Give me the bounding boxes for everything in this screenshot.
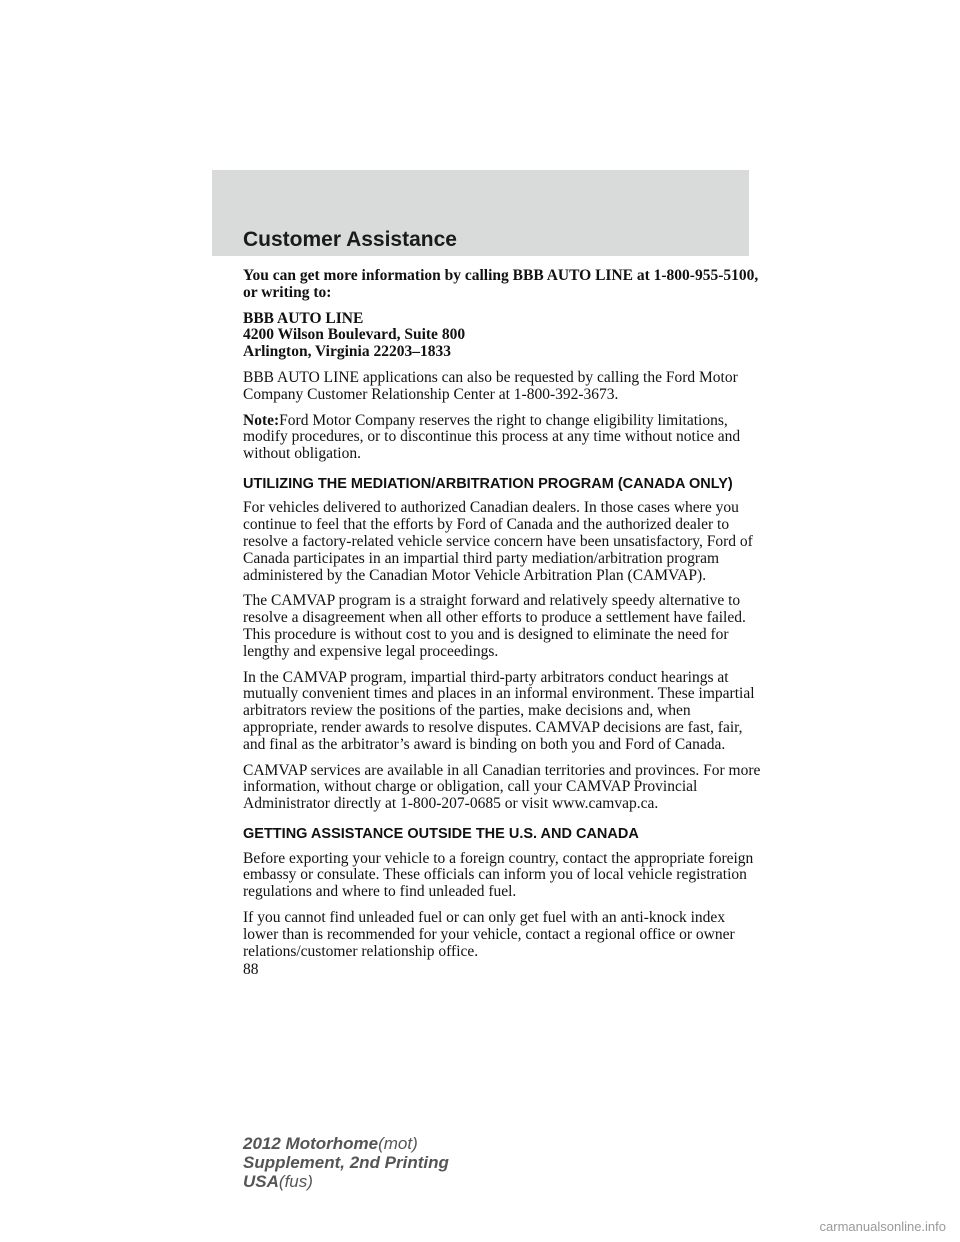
- canada-paragraph-3: In the CAMVAP program, impartial third-party arbitrators conduct hearings at mutually convenient times and places in an informal environment. These impartial arbitrators review the positions of the parties, make decisions and, when appropriate, render awards to resolve disputes. CAMVAP decisions are fast, fair, and final as the arbitrator’s award is binding on both you and Ford of Canada.: [243, 668, 755, 753]
- note-text: Ford Motor Company reserves the right to change eligibility limitations, modify procedures, or to discontinue this process at any time without notice and without obligation.: [243, 411, 741, 463]
- section-heading-outside: GETTING ASSISTANCE OUTSIDE THE U.S. AND CANADA: [243, 826, 639, 843]
- address-line-2: 4200 Wilson Boulevard, Suite 800: [243, 326, 466, 344]
- address-line-3: Arlington, Virginia 22203–1833: [243, 343, 451, 361]
- applications-paragraph: BBB AUTO LINE applications can also be requested by calling the Ford Motor Company Customer Relationship Center at 1-800-392-3673.: [243, 368, 738, 403]
- page-content: [243, 268, 763, 979]
- footer-market-code: (fus): [278, 1172, 313, 1191]
- canada-paragraph-4: CAMVAP services are available in all Canadian territories and provinces. For more information, without charge or obligation, call your CAMVAP Provincial Administrator directly at 1-800-207-0685 or visit www.camvap.ca.: [243, 761, 761, 813]
- mailing-address: [243, 311, 763, 361]
- footer-market: USA: [243, 1172, 279, 1191]
- canada-paragraph-2: The CAMVAP program is a straight forward and relatively speedy alternative to resolve a disagreement when all other efforts to produce a settlement have failed. This procedure is without cost to you and is designed to eliminate the need for lengthy and expensive legal proceedings.: [243, 592, 746, 660]
- footer-model: 2012 Motorhome: [243, 1134, 379, 1153]
- canada-paragraph-1: For vehicles delivered to authorized Canadian dealers. In those cases where you continue to feel that the efforts by Ford of Canada and the authorized dealer to resolve a factory-related vehicle service concern have been unsatisfactory, Ford of Canada participates in an impartial third party mediation/arbitration program administered by the Canadian Motor Vehicle Arbitration Plan (CAMVAP).: [243, 499, 753, 584]
- note-label: Note:: [243, 411, 280, 429]
- note-paragraph: [243, 413, 763, 463]
- outside-paragraph-2: If you cannot find unleaded fuel or can only get fuel with an anti-knock index lower than is recommended for your vehicle, contact a regional office or owner relations/customer relationship office.: [243, 908, 735, 960]
- print-footer: [243, 1134, 449, 1191]
- page-number: 88: [243, 961, 259, 979]
- footer-model-code: (mot): [378, 1134, 418, 1153]
- footer-line-3: [243, 1172, 449, 1191]
- page-title: Customer Assistance: [243, 228, 457, 251]
- address-line-1: BBB AUTO LINE: [243, 309, 364, 327]
- footer-line-1: [243, 1134, 449, 1153]
- section-heading-canada: UTILIZING THE MEDIATION/ARBITRATION PROGRAM (CANADA ONLY): [243, 475, 733, 492]
- watermark: carmanualsonline.info: [819, 1219, 946, 1234]
- footer-line-2: Supplement, 2nd Printing: [243, 1153, 449, 1172]
- intro-paragraph: You can get more information by calling BBB AUTO LINE at 1-800-955-5100, or writing to:: [243, 267, 759, 301]
- outside-paragraph-1: Before exporting your vehicle to a foreign country, contact the appropriate foreign embassy or consulate. These officials can inform you of local vehicle registration regulations and where to find unleaded fuel.: [243, 849, 754, 901]
